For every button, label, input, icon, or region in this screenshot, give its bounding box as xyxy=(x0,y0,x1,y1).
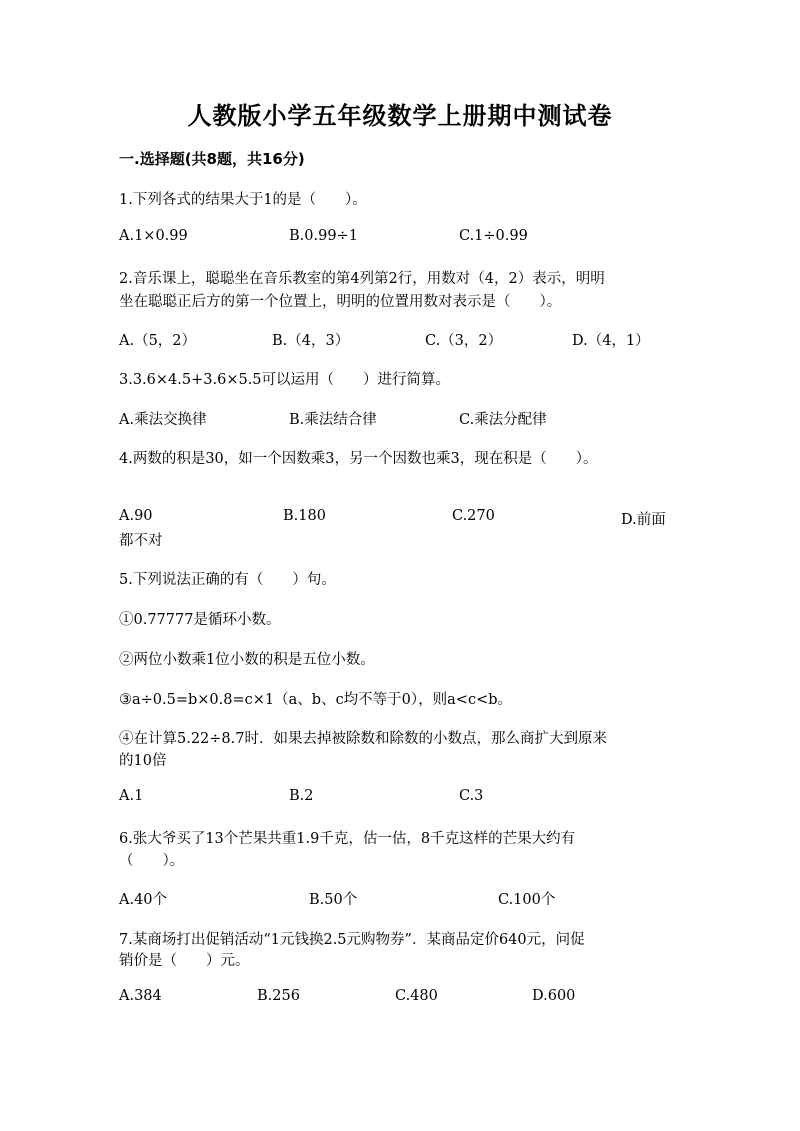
question-1-text: 1.下列各式的结果大于1的是（ ）。 xyxy=(119,192,367,208)
question-3-option-c: C.乘法分配律 xyxy=(459,412,547,428)
question-7-option-c: C.480 xyxy=(395,988,438,1004)
question-4-text: 4.两数的积是30，如一个因数乘3，另一个因数也乘3，现在积是（ ）。 xyxy=(119,451,598,467)
question-4-option-a: A.90 xyxy=(119,508,153,524)
question-1-option-b: B.0.99÷1 xyxy=(289,228,358,244)
question-4-option-b: B.180 xyxy=(283,508,326,524)
question-2-option-c: C.（3，2） xyxy=(425,333,503,349)
question-2-option-d: D.（4，1） xyxy=(572,333,650,349)
question-5-statement-4-line-1: ④在计算5.22÷8.7时．如果去掉被除数和除数的小数点，那么商扩大到原来 xyxy=(119,731,607,747)
question-5-option-c: C.3 xyxy=(459,788,484,804)
question-5-statement-1: ①0.77777是循环小数。 xyxy=(119,612,281,628)
question-5-statement-4-line-2: 的10倍 xyxy=(119,753,167,769)
question-2-text-line-2: 坐在聪聪正后方的第一个位置上，明明的位置用数对表示是（ ）。 xyxy=(119,294,562,310)
question-3-option-b: B.乘法结合律 xyxy=(289,412,377,428)
question-6-option-a: A.40个 xyxy=(119,892,168,908)
question-7-text-line-1: 7.某商场打出促销活动“1元钱换2.5元购物券”．某商品定价640元，问促 xyxy=(119,932,585,948)
question-3-option-a: A.乘法交换律 xyxy=(119,412,207,428)
question-7-text-line-2: 销价是（ ）元。 xyxy=(119,953,250,969)
question-6-text-line-2: （ ）。 xyxy=(119,853,185,869)
question-5-option-a: A.1 xyxy=(119,788,144,804)
question-7-option-d: D.600 xyxy=(532,988,576,1004)
question-5-text: 5.下列说法正确的有（ ）句。 xyxy=(119,572,336,588)
question-2-option-a: A.（5，2） xyxy=(119,333,197,349)
question-4-option-c: C.270 xyxy=(452,508,495,524)
question-7-option-b: B.256 xyxy=(257,988,300,1004)
question-6-option-c: C.100个 xyxy=(498,892,556,908)
page-title: 人教版小学五年级数学上册期中测试卷 xyxy=(187,101,613,130)
question-4-option-d-continuation: 都不对 xyxy=(119,533,163,549)
question-5-option-b: B.2 xyxy=(289,788,314,804)
question-2-option-b: B.（4，3） xyxy=(272,333,350,349)
question-7-option-a: A.384 xyxy=(119,988,162,1004)
question-5-statement-3: ③a÷0.5=b×0.8=c×1（a、b、c均不等于0），则a<c<b。 xyxy=(119,692,513,708)
question-6-option-b: B.50个 xyxy=(309,892,358,908)
question-4-option-d: D.前面 xyxy=(621,512,666,528)
section-heading: 一.选择题(共8题，共16分) xyxy=(119,150,305,168)
question-1-option-c: C.1÷0.99 xyxy=(459,228,528,244)
question-6-text-line-1: 6.张大爷买了13个芒果共重1.9千克，估一估，8千克这样的芒果大约有 xyxy=(119,831,576,847)
question-1-option-a: A.1×0.99 xyxy=(119,228,188,244)
question-3-text: 3.3.6×4.5+3.6×5.5可以运用（ ）进行简算。 xyxy=(119,372,451,388)
question-5-statement-2: ②两位小数乘1位小数的积是五位小数。 xyxy=(119,652,375,668)
question-2-text-line-1: 2.音乐课上，聪聪坐在音乐教室的第4列第2行，用数对（4，2）表示，明明 xyxy=(119,271,605,287)
